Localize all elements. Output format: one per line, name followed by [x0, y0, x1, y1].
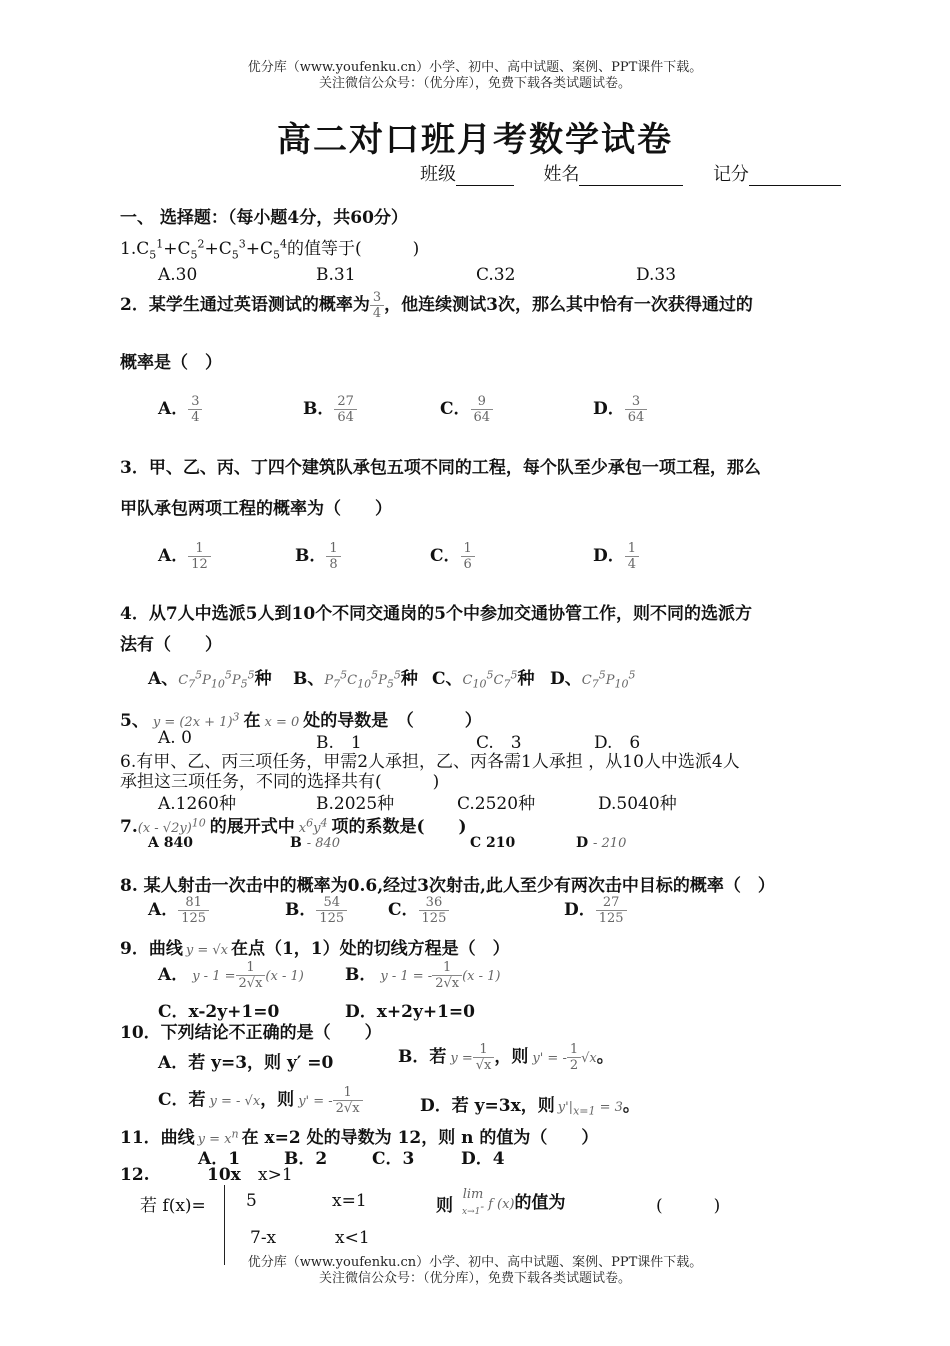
q6-option-c[interactable]: C.2520种 [457, 794, 536, 814]
q4-option-b[interactable]: B、$P_7^5C_{10}^5P_5^5$种 [293, 668, 418, 691]
q12-answer-paren[interactable]: ( ) [656, 1196, 721, 1216]
q1-stem: $1.C_5^1+C_5^2+C_5^3+C_5^4$的值等于( ) [120, 237, 420, 262]
q10-option-a[interactable]: A．若 y=3，则 y′ =0 [158, 1053, 334, 1073]
q3-option-a[interactable]: A． $\frac{1}{12}$ [158, 541, 211, 572]
q2-stem-post: ，他连续测试3次，那么其中恰有一次获得通过的 [384, 295, 753, 315]
score-blank[interactable] [749, 169, 841, 186]
q9-option-d[interactable]: D．x+2y+1=0 [345, 1002, 475, 1022]
q9-option-c[interactable]: C．x-2y+1=0 [158, 1002, 280, 1022]
q2-option-c[interactable]: C． $\frac{9}{64}$ [440, 394, 493, 425]
q7-option-a[interactable]: A 840 [148, 835, 193, 851]
q10-option-d[interactable]: D．若 y=3x，则 $y'|_{x=1} = 3$。 [420, 1096, 640, 1118]
q12-case3-cond: x<1 [335, 1228, 370, 1248]
q10-option-b[interactable]: B．若 y = $\frac{1}{√x}$ ，则 y' = - $\frac{1}{2}$ √x。 [398, 1042, 614, 1073]
q8-option-d[interactable]: D． $\frac{27}{125}$ [564, 895, 627, 926]
q9-stem: 9．曲线 y = √x 在点（1，1）处的切线方程是（ ） [120, 939, 510, 959]
name-blank[interactable] [579, 169, 683, 186]
name-label: 姓名 [543, 164, 580, 185]
q10-stem: 10．下列结论不正确的是（ ） [120, 1023, 382, 1043]
q7-option-b[interactable]: B - 840 [290, 835, 341, 851]
info-line [420, 160, 841, 186]
q2-option-a[interactable]: A． $\frac{3}{4}$ [158, 394, 202, 425]
q4-option-c[interactable]: C、$C_{10}^5C_7^5$种 [432, 668, 535, 691]
q4-stem-line2: 法有（ ） [120, 635, 222, 655]
q6-stem-line1: 6.有甲、乙、丙三项任务，甲需2人承担，乙、丙各需1人承担 ，从10人中选派4人 [120, 752, 740, 772]
q6-option-b[interactable]: B.2025种 [316, 794, 395, 814]
q7-stem: 7.(x - √2y)$^{10}$ 的展开式中 $x^6y^4$ 项的系数是( ) [120, 816, 467, 837]
q2-stem-line2: 概率是（ ） [120, 353, 222, 373]
q1-stem-text: 的值等于( ) [287, 239, 420, 259]
q11-option-c[interactable]: C．3 [372, 1149, 415, 1169]
q7-option-c[interactable]: C 210 [470, 835, 516, 851]
q3-option-b[interactable]: B． $\frac{1}{8}$ [295, 541, 341, 572]
q1-option-b[interactable]: B.31 [316, 265, 356, 285]
q12-case2-expr: 5 [246, 1191, 257, 1211]
section-heading: 一、 选择题：（每小题4分，共60分） [120, 208, 408, 228]
class-blank[interactable] [456, 169, 514, 186]
q7-option-d[interactable]: D - 210 [576, 835, 627, 851]
q3-option-c[interactable]: C． $\frac{1}{6}$ [430, 541, 475, 572]
q5-option-a[interactable]: A. 0 [158, 728, 192, 748]
q8-stem: 8. 某人射击一次击中的概率为0.6,经过3次射击,此人至少有两次击中目标的概率（ ） [120, 876, 775, 896]
q9-option-a[interactable]: A． y - 1 = $\frac{1}{2√x}$ (x - 1) [158, 960, 304, 991]
q11-stem: 11．曲线 $y = x^n$ 在 x=2 处的导数为 12，则 n 的值为（ ） [120, 1127, 599, 1148]
q1-option-d[interactable]: D.33 [636, 265, 677, 285]
class-label: 班级 [420, 164, 456, 185]
q3-stem-line2: 甲队承包两项工程的概率为（ ） [120, 499, 392, 519]
q5-option-b[interactable]: B. 1 [316, 733, 362, 753]
q1-option-a[interactable]: A.30 [158, 265, 198, 285]
q8-option-b[interactable]: B． $\frac{54}{125}$ [285, 895, 347, 926]
q9-option-b[interactable]: B． y - 1 = - $\frac{1}{2√x}$ (x - 1) [345, 960, 501, 991]
footer-line-2: 关注微信公众号：（优分库），免费下载各类试题试卷。 [318, 1271, 631, 1286]
q1-option-c[interactable]: C.32 [476, 265, 516, 285]
q12-case2-cond: x=1 [332, 1191, 367, 1211]
page-title: 高二对口班月考数学试卷 [277, 120, 673, 160]
q5-option-c[interactable]: C. 3 [476, 733, 522, 753]
q2-option-d[interactable]: D． $\frac{3}{64}$ [593, 394, 647, 425]
q3-option-d[interactable]: D． $\frac{1}{4}$ [593, 541, 639, 572]
q6-option-d[interactable]: D.5040种 [598, 794, 677, 814]
q12-number: 12. [120, 1165, 150, 1185]
q10-option-c[interactable]: C．若 y = - √x，则 y' = - $\frac{1}{2√x}$ [158, 1085, 363, 1116]
q11-option-a[interactable]: A．1 [198, 1149, 241, 1169]
q4-option-d[interactable]: D、$C_7^5P_{10}^5$ [550, 668, 636, 691]
q4-stem-line1: 4．从7人中选派5人到10个不同交通岗的5个中参加交通协管工作，则不同的选派方 [120, 604, 752, 624]
q5-option-d[interactable]: D. 6 [594, 733, 641, 753]
q3-stem-line1: 3．甲、乙、丙、丁四个建筑队承包五项不同的工程，每个队至少承包一项工程，那么 [120, 458, 761, 478]
q8-option-c[interactable]: C． $\frac{36}{125}$ [388, 895, 449, 926]
q11-option-b[interactable]: B．2 [284, 1149, 328, 1169]
q11-option-d[interactable]: D．4 [461, 1149, 505, 1169]
q12-case3-expr: 7-x [250, 1228, 277, 1248]
q2-stem [120, 290, 753, 321]
q6-option-a[interactable]: A.1260种 [158, 794, 236, 814]
q8-option-a[interactable]: A． $\frac{81}{125}$ [148, 895, 209, 926]
footer-line-1: 优分库（www.youfenku.cn）小学、初中、高中试题、案例、PPT课件下载。 [247, 1255, 703, 1270]
q5-stem: 5、 $y = (2x + 1)^3$ 在 x = 0 处的导数是 （ ） [120, 710, 482, 731]
q6-stem-line2: 承担这三项任务，不同的选择共有( ) [120, 772, 440, 792]
q2-stem-pre: 2．某学生通过英语测试的概率为 [120, 295, 370, 315]
header-line-2: 关注微信公众号：（优分库），免费下载各类试题试卷。 [318, 76, 631, 91]
header-line-1: 优分库（www.youfenku.cn）小学、初中、高中试题、案例、PPT课件下载。 [247, 60, 703, 75]
q12-case1-expr: 10x [207, 1165, 241, 1185]
q4-option-a[interactable]: A、$C_7^5P_{10}^5P_5^5$种 [148, 668, 272, 691]
q12-then: 则 [436, 1196, 453, 1216]
q2-option-b[interactable]: B． $\frac{27}{64}$ [303, 394, 357, 425]
q12-case1-cond: x>1 [258, 1165, 293, 1185]
score-label: 记分 [712, 164, 749, 185]
q12-limit: lim x→1- f (x)的值为 [462, 1187, 566, 1217]
q2-frac: $\frac{3}{4}$ [370, 290, 384, 321]
q12-lead: 若 f(x)= [140, 1196, 206, 1216]
